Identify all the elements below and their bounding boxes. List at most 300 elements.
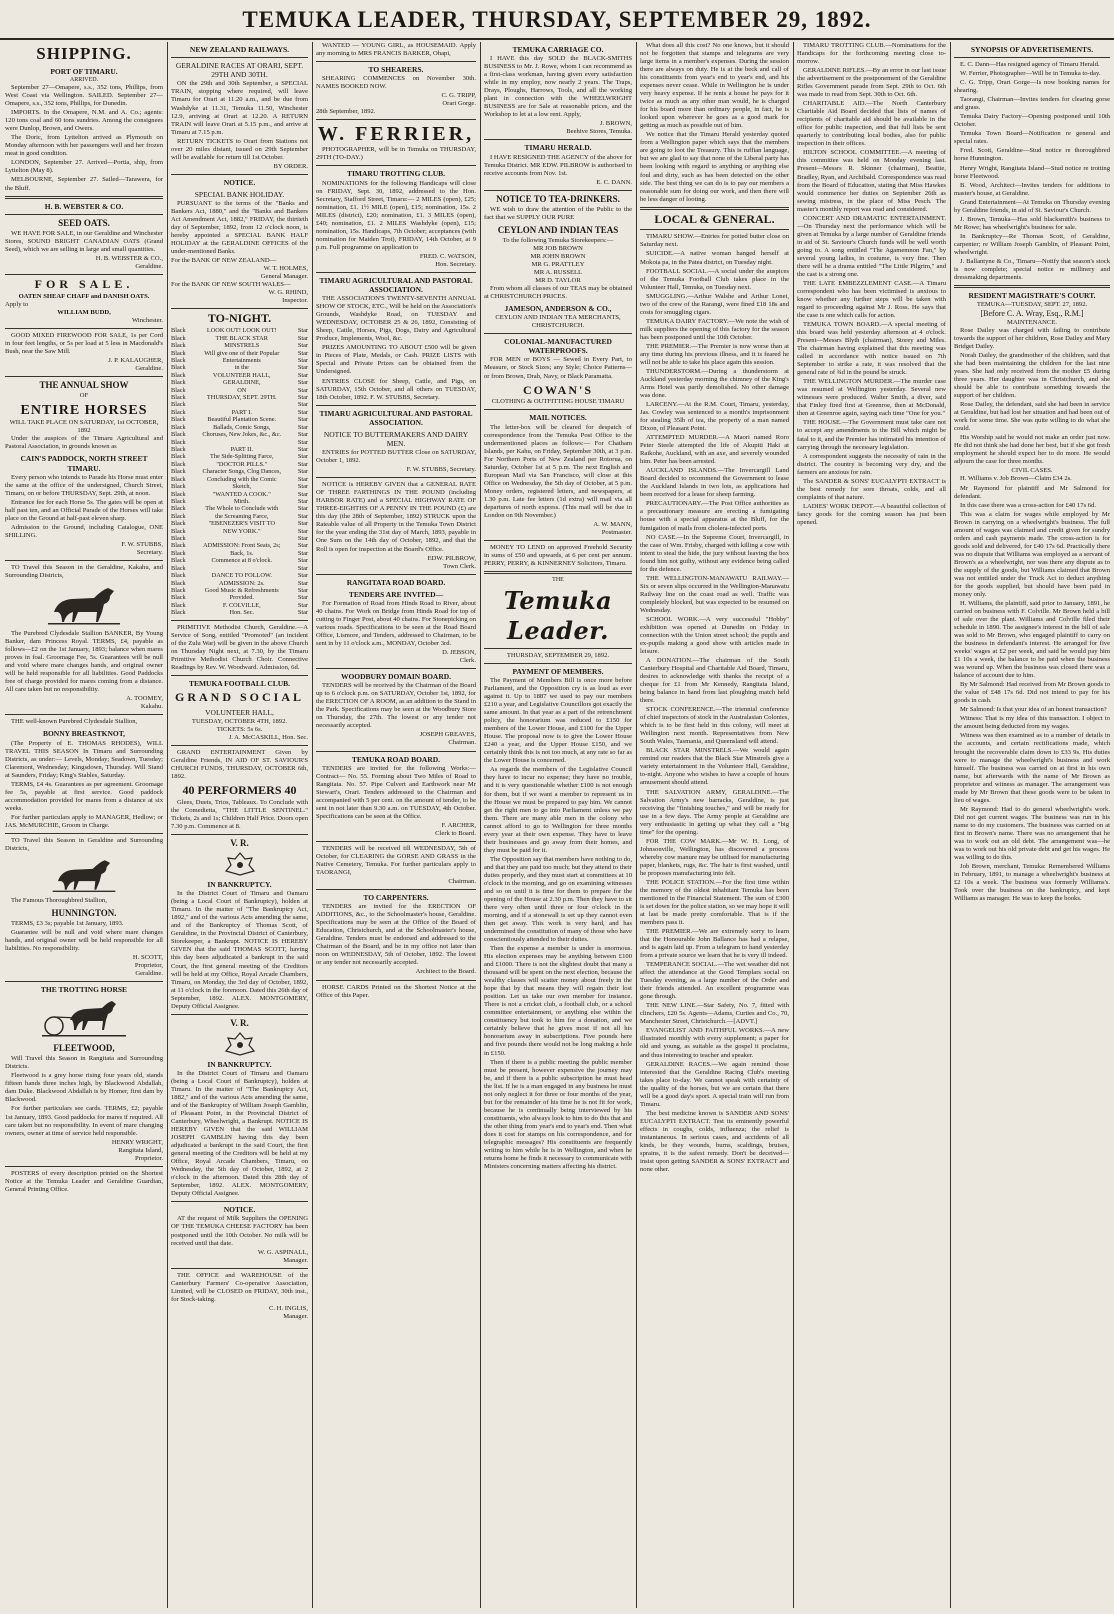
annual-show-para-3: Entrance fee for each Horse 5s. The gates will be open at half past ten, and an Official Parade of the Horses will take place on the Ground at half-past eleven sharp. xyxy=(5,498,163,522)
black-star-line: MINSTRELS xyxy=(224,342,260,350)
star-border-word: Star xyxy=(297,475,308,483)
payment-continued: What does all this cost? No one knows, but it should not be forgotten that stamps and telegrams are very large items in a member's expenses. During the session there are always on duty. He is at the beck and call of his constituents from year's end to year's end, and his expenses never cease. While in Wellington he is under very heavy expense. If he rents a house he pays for it twice as much as any other man would, he is charged for his board more than ordinary people, in fact, he is looked upon wherever he goes as a good mark for getting as much as possible out of him. xyxy=(640,42,789,130)
black-border-word: Black xyxy=(171,535,186,543)
black-star-line: Beautiful Plantation Scene. xyxy=(207,416,277,424)
synopsis-item: B. Wood, Architect—Invites tenders for additions to master's house, at Geraldine. xyxy=(954,181,1110,197)
black-border-word: Black xyxy=(171,497,186,505)
synopsis-item: Henry Wright, Rangitata Island—Stud notice re trotting horse Fleetwood. xyxy=(954,164,1110,180)
vr-heading: V. R. xyxy=(230,838,249,849)
black-star-row xyxy=(171,409,308,416)
local-news-item: THE SALVATION ARMY, GERALDINE.—The Salvation Army's new barracks, Geraldine, is just receiving the "finishing touches," and will be ready for use in a few days. The Army people at Geraldine are very enthusiastic in getting up what they call a "big time" for the opening. xyxy=(640,788,789,836)
firewood-text: GOOD MIXED FIREWOOD FOR SALE, 1s per Cord in four feet lengths, or 5s per load at 5 less in Macdonald's Bush, near the Saw Mill. xyxy=(5,331,163,355)
black-star-line: Mirth. xyxy=(233,497,250,505)
black-border-word: Black xyxy=(171,364,186,372)
black-border-word: Black xyxy=(171,587,186,595)
black-star-row xyxy=(171,513,308,520)
black-star-line: Choruses, New Jokes, &c., &c. xyxy=(202,431,282,439)
colonial-heading: COLONIAL-MANUFACTURED WATERPROOFS. xyxy=(504,337,612,356)
for-sale-apply: Apply to xyxy=(5,300,29,308)
column-3 xyxy=(316,42,476,1608)
black-star-line: The Side-Splitting Farce, xyxy=(210,453,274,461)
carpenters-text: TENDERS are invited for the ERECTION OF ADDITIONS, &c., to the Schoolmaster's house, Geraldine. Specifications may be seen at the Office of the Board of Education, Christchurch, and at the Schoolmaster's house, Geraldine. Tenders must be endorsed and addressed to the Chairman of the Board, and be in my office not later than noon on WEDNESDAY, 5th of October, 1892. The lowest or any tender not necessarily accepted. xyxy=(316,903,476,967)
horse-engraving xyxy=(47,855,121,895)
black-star-row xyxy=(171,565,308,572)
star-border-word: Star xyxy=(297,438,308,446)
star-border-word: Star xyxy=(297,364,308,372)
fleetwood-heading: FLEETWOOD, xyxy=(53,1043,115,1054)
court-paragraph: H. Williams v. Job Brown—Claim £34 2s. xyxy=(960,475,1072,483)
local-news-item: LARCENY.—At the R.M. Court, Timaru, yesterday, Jas. Cowley was sentenced to a month's imprisonment for stealing 35lb of tea, the property of a man named Dixon, of Pleasant Point. xyxy=(640,401,789,433)
column-rule xyxy=(167,42,168,1608)
star-border-word: Star xyxy=(297,490,308,498)
return-tickets-text: RETURN TICKETS to Orari from Stations not over 20 miles distant, issued on 29th September will be available for return till 1st October. xyxy=(171,137,308,161)
black-border-word: Black xyxy=(171,327,186,335)
trotting-club-signature: FRED. C. WATSON, xyxy=(419,252,476,260)
star-border-word: Star xyxy=(297,401,308,409)
synopsis-item: In Bankruptcy—Re Thomas Scott, of Geraldine, carpenter; re William Joseph Gamblin, of Pleasant Point, wheelwright. xyxy=(954,232,1110,256)
black-star-row xyxy=(171,491,308,498)
court-paragraph: Mr Salmond: Is that your idea of an honest transaction? xyxy=(960,706,1107,714)
jameson-heading: JAMESON, ANDERSON & CO., xyxy=(504,303,612,313)
local-news-item: SUICIDE.—A native woman hanged herself at Mokoia pa, in the Patea district, on Tuesday night. xyxy=(640,250,789,266)
black-star-line: Entertainments xyxy=(222,356,261,364)
local-news-item: TIMARU SHOW.—Entries for potted butter close on Saturday next. xyxy=(640,233,789,249)
star-border-word: Star xyxy=(297,535,308,543)
primitive-methodist-text: PRIMITIVE Methodist Church, Geraldine.—A Service of Song, entitled "Promoted" (an incident of the Zulu War) will be given in the above Church on Thursday Night next, at 7.30, by the Timaru Primitive Methodist Church Choir. Connective Readings by Rev. W. Woodward. Admission, 6d. xyxy=(171,623,308,671)
black-star-row xyxy=(171,528,308,535)
rangitata-board-heading: RANGITATA ROAD BOARD. xyxy=(346,577,446,587)
black-star-line: VOLUNTEER HALL, xyxy=(212,371,271,379)
bonny-heading: BONNY BREASTKNOT, xyxy=(42,729,126,739)
forty-performers-heading: 40 PERFORMERS 40 xyxy=(182,783,297,798)
rangitata-text: For Formation of Road from Hinds Road to River, about 40 chains. For Work on Bridge from Hinds Road for top of cutting to Finger Post, about 40 chains. For Stonepicking on various roads. Specifications to be seen at the Road Board Office, Lismore, and Tenders, addressed to Chairman, to be sent in by 11 o'clock a.m., MONDAY, October 3rd. xyxy=(316,599,476,648)
black-star-row xyxy=(171,446,308,453)
black-border-word: Black xyxy=(171,431,186,439)
local-news-item: THE POLICE STATION.—For the first time within the memory of the oldest inhabitant Temuka has been mentioned in the Financial Statement. The sum of £300 is set down for the police station, so we may hope it will at last be made pretty comfortable. That is if the members pass it. xyxy=(640,878,789,927)
black-star-row xyxy=(171,535,308,542)
royal-arms-icon xyxy=(223,851,257,877)
synopsis-item: W. Ferrier, Photographer—Will be in Temuka to-day. xyxy=(960,70,1101,78)
black-star-line: in the xyxy=(234,364,249,372)
black-star-line: NEW YORK." xyxy=(222,527,261,535)
column-7 xyxy=(954,42,1110,1608)
black-star-row xyxy=(171,557,308,564)
star-border-word: Star xyxy=(297,468,308,476)
travel-notice-1: TO Travel this Season in the Geraldine, Kakahu, and Surrounding Districts, xyxy=(5,564,163,580)
annual-show-role: Secretary. xyxy=(136,548,163,556)
synopsis-item: Grand Entertainment—At Temuka on Thursday evening by Geraldine friends, in aid of St. Saviour's Church. xyxy=(954,198,1110,214)
payment-para: Then if there is a public meeting the public member must be present, however expensive the journey may be, and if there is a public subscription he must head the list. If he is a man engaged in any business he must not only neglect it for three or four months of the year, but for the remainder of his time he is not fit for work, because he is continually being interviewed by his constituents, who always look to him to do this that and the other thing from year's end to year's end. Then what does it cost for stamps on his correspondence, and for telegraphic messages? His constituents are frequently writing to him while he is in Wellington, and when he returns home he finds it necessary to communicate with Ministers concerning matters affecting his district. xyxy=(484,1058,632,1170)
black-border-word: Black xyxy=(171,520,186,528)
shearers-text: SHEARING COMMENCES on November 30th. NAMES BOOKED NOW. xyxy=(316,75,476,91)
imports-text: IMPORTS. In the Omapere, N.M. and A. Co.; agents: 120 tons coal and 60 tons sundries. Among the consignees were Dunlop, Brown, and Owers. xyxy=(5,109,163,133)
grand-social-heading: GRAND SOCIAL xyxy=(174,690,304,705)
synopsis-item: Fred. Scott, Geraldine—Stud notice re thoroughbred horse Hunnington. xyxy=(954,147,1110,163)
payment-continued: We notice that the Timaru Herald yesterday quoted from a Wellington paper which says that the members are going to loot the Treasury. This is ruffian language, but we are glad to say that none of the Liberal party has been looking with regard to anything or anything else foul and dirty, such as has been detected on the other side. The best thing we can do is to pay our members a reasonable sum for doing our work, and then there will be less danger of looting. xyxy=(640,131,789,203)
masthead xyxy=(0,0,1114,40)
agricultural-heading: TIMARU AGRICULTURAL AND PASTORAL ASSOCIATION. xyxy=(319,275,473,295)
black-star-line xyxy=(186,439,298,446)
temuka-road-role: Clerk to Board. xyxy=(435,829,476,837)
black-star-line: GERALDINE, xyxy=(222,379,261,387)
temuka-road-text: TENDERS are invited for the following Works:— Contract— No. 55. Forming about Two Miles of Road to Rangitata. No. 57. Pipe Culvert and Earthwork near Mr Stewart's, Orari. Tenders addressed to the Chairman and accompanied with 5 per cent. on the amount of tender, to be sent in not later than 9.30 a.m. on TUESDAY, 4th October. Specifications can be seen at the Office. xyxy=(316,764,476,820)
black-star-row xyxy=(171,461,308,468)
rate-notice-text: NOTICE is HEREBY GIVEN that a GENERAL RATE OF THREE FARTHINGS IN THE POUND (including HARBOR RATE) and a SPECIAL HIGHWAY RATE OF THREE-EIGHTHS OF A PENNY IN THE POUND (£) are this day (the 28th of September, 1892) STRUCK upon the Rateable value of all Property in the Temuka Town District for the year ending the 31st day of March, 1893, payable in One Sum on the 14th day of October, 1892, and that the Roll is open for inspection at the Board's Office. xyxy=(316,481,476,553)
black-star-line: PART II. xyxy=(230,446,253,453)
bank-holiday-heading: SPECIAL BANK HOLIDAY. xyxy=(194,189,285,199)
horse-engraving xyxy=(44,582,124,628)
fleetwood-signature: HENRY WRIGHT, xyxy=(111,1138,163,1146)
synopsis-item: Temuka Dairy Factory—Opening postponed until 10th October. xyxy=(954,113,1110,129)
races-text: ON the 29th and 30th September, a SPECIAL TRAIN, stopping where required, will leave Timaru for Orari at 11.20 a.m., and be due from Washdyke at 11.31, Temuka 11.50, Winchester 12.9, arriving at Orari at 12.20. A RETURN TRAIN will leave Orari at 5.15 p.m., and arrive at Timaru at 7.15 p.m. xyxy=(171,80,308,136)
local-news-item: BLACK STAR MINSTRELS.—We would again remind our readers that the Black Star Minstrels give a variety entertainment in the Volunteer Hall, Geraldine, to-night. Anyone who wishes to have a couple of hours amusement should attend. xyxy=(640,747,789,787)
banker-place: Kakahu. xyxy=(140,703,163,711)
court-paragraph: In this case there was a cross-action for £40 17s 6d. xyxy=(960,501,1097,509)
black-star-row xyxy=(171,350,308,357)
court-paragraph: Witness was then examined as to a number of details in the accounts, and certain rectifications made, which brought the recoverable claim down to £33 9s. His duties were to manage the wheelwright's business and work himself. The business was carried on at first in his own name, but afterwards with the name of Mr Brown as proprietor and witness as manager. The arrangement was made by Mr Brown that these goods were to be taken in lieu of wages. xyxy=(954,732,1110,804)
maintenance-text xyxy=(954,327,1110,467)
black-star-line: Commence at 8 o'clock. xyxy=(211,557,273,565)
local-news-item: ATTEMPTED MURDER.—A Maori named Roro Peter Steele attempted the life of Akupiti Haki at Raikohe, Auckland, with an axe, and severely wounded him. Peter has been arrested. xyxy=(640,434,789,466)
synopsis-heading: SYNOPSIS OF ADVERTISEMENTS. xyxy=(970,45,1094,54)
notice-2-heading: NOTICE. xyxy=(223,1205,256,1215)
star-border-word: Star xyxy=(297,497,308,505)
trotting-club-heading: TIMARU TROTTING CLUB. xyxy=(346,169,445,179)
black-border-word: Black xyxy=(171,379,186,387)
black-border-word: Black xyxy=(171,423,186,431)
local-news-item: A correspondent suggests the necessity of rain in the district. The country is becoming very dry, and the farmers are anxious for rain. xyxy=(797,452,946,476)
carriage-heading: TEMUKA CARRIAGE CO. xyxy=(512,45,604,54)
leader-date: THURSDAY, SEPTEMBER 29, 1892. xyxy=(506,651,610,659)
temuka-road-heading: TEMUKA ROAD BOARD. xyxy=(351,754,441,764)
hunnington-signature: H. SCOTT, xyxy=(132,954,163,962)
black-border-word: Black xyxy=(171,579,186,587)
black-star-row xyxy=(171,580,308,587)
black-star-line: Good Music & Refreshments xyxy=(204,587,279,595)
bank-holiday-text: PURSUANT to the terms of the "Banks and Bankers Act, 1880," and the "Banks and Bankers Act Amendment Act, 1882," FRIDAY, the thirtieth day of September, 1892, from 12 o'clock noon, is hereby appointed a SPECIAL BANK HALF HOLIDAY at the GERALDINE OFFICES of the under-mentioned Banks. xyxy=(171,200,308,256)
black-star-line: "EBENEZER'S VISIT TO xyxy=(208,520,276,528)
hunnington-terms: TERMS, £3 3s; payable 1st January, 1893. xyxy=(11,919,124,927)
rangitata-role: Clerk. xyxy=(459,657,476,665)
local-news-item: THE PREMIER.—We are extremely sorry to learn that the Honourable John Ballance has had a relapse, and is again laid up. From a telegram to hand yesterday from a private source we learn that he is very ill indeed. xyxy=(640,928,789,960)
black-star-row xyxy=(171,342,308,349)
bankruptcy-2-heading: IN BANKRUPTCY. xyxy=(207,1059,272,1069)
black-border-word: Black xyxy=(171,549,186,557)
maintenance-heading: MAINTENANCE. xyxy=(1007,318,1057,326)
local-news-item: TIMARU TROTTING CLUB.—Nominations for the Handicaps for the forthcoming meeting close to-morrow. xyxy=(797,42,946,66)
synopsis-item: J. Brown, Temuka—Has sold blacksmith's business to Mr Rowe; has wheelwright's business for sale. xyxy=(954,215,1110,231)
mail-role: Postmaster. xyxy=(601,528,632,536)
local-news-item: GERALDINE RACES.—We again remind those interested that the Geraldine Racing Club's meeting takes place to-day. We cannot speak with certainty of the quality of the horses, but we are certain that there will be a good day's sport. A special train will run from Timaru. xyxy=(640,1060,789,1108)
milk-suppliers-text: AT the request of Milk Suppliers the OPENING OF THE TEMUKA CHEESE FACTORY has been postponed until the 10th October. No milk will be received until that date. xyxy=(171,1215,308,1247)
star-border-word: Star xyxy=(297,446,308,453)
for-sale-place: Winchester. xyxy=(131,316,163,324)
shearers-heading: TO SHEARERS. xyxy=(368,65,424,75)
butter-heading: NOTICE TO BUTTERMAKERS AND DAIRY MEN. xyxy=(323,429,469,449)
black-border-word: Black xyxy=(171,483,186,491)
arrivals-text: September 27—Omapere, s.s., 352 tons, Phillips, from West Coast via Wellington. SAILED. September 27—Omapere, s.s., 352 tons, Phillips, for Dunedin. xyxy=(5,84,163,108)
gorse-text: TENDERS will be received till WEDNESDAY, 5th of October, for CLEARING the GORSE AND GRASS in the Native Cemetery, Temuka. For further particulars apply to TAORANGI, xyxy=(316,844,476,877)
shipping-heading: SHIPPING. xyxy=(36,44,132,63)
carriage-place: Beehive Stores, Temuka. xyxy=(566,128,632,136)
black-border-word: Black xyxy=(171,475,186,483)
horse-cards-text: HORSE CARDS Printed on the Shortest Notice at the Office of this Paper. xyxy=(316,983,476,999)
shearers-date: 28th September, 1892. xyxy=(316,108,376,116)
black-star-advert xyxy=(171,327,308,616)
black-star-row xyxy=(171,327,308,334)
local-news-item: THE LATE EMBEZZLEMENT CASE.—A Timaru correspondent who has been victimised is anxious to know whether any further steps will be taken with regard to proceeding against Mr J. Ross. He says that the case is one which calls for action. xyxy=(797,279,946,320)
civil-cases-text xyxy=(954,475,1110,903)
local-news-item: SCHOOL WORK.—A very successful "Hobby" exhibition was opened at Dunedin on Friday in connection with the Union street school; the pupils and ex-pupils making a good show with articles made in leisure. xyxy=(640,615,789,655)
local-news-item: THUNDERSTORM.—During a thunderstorm at Auckland yesterday morning the chimney of the King's Arms Hotel was partly demolished. No other damage was done. xyxy=(640,367,789,400)
races-signature: BY ORDER. xyxy=(273,162,308,170)
black-border-word: Black xyxy=(171,557,186,565)
black-star-line xyxy=(186,535,298,542)
payment-para: As regards the members of the Legislative Council they have to incur no expense; they have no trouble, and it is very questionable whether £100 is not enough for them, but if we want a member to represent us in the House we must be prepared to pay him. We cannot get the right men to go into Parliament unless we pay them. There are many able men in the colony who cannot afford to go to Wellington for three months every year at their own expense. They have to leave their businesses and go away from their homes, and they must be paid for it. xyxy=(484,766,632,854)
hunnington-heading: HUNNINGTON. xyxy=(51,907,117,918)
banker-signature: A. TOOMEY, xyxy=(126,695,163,703)
local-news-item: The best medicine known is SANDER AND SONS' EUCALYPTI EXTRACT. Test its eminently powerful effects in coughs, colds, influenza; the relief is instantaneous. In serious cases, and accidents of all kinds, be they wounds, burns, scaldings, bruises, sprains, it is the safest remedy. Don't be deceived—insist upon getting SANDER & SONS' EXTRACT and none other. xyxy=(640,1109,789,1173)
court-paragraph: His Worship said he would not make an order just now. He did not think she had done her best, but if she got fresh employment he should expect her to do more. He would adjourn the case for three months. xyxy=(954,434,1110,466)
black-star-row xyxy=(171,335,308,342)
court-paragraph: This was a claim for wages while employed by Mr Brown in carrying on a wheelwright's business. The full amount of wages was claimed and credit given for sundry orders and cash payments made. The cross-action is for goods sold and delivered, for £40 17s 6d. Practically there was no dispute that Williams was employed as a servant of Brown's as a wheelwright, nor was there any dispute as to the supply of the goods, but Williams claimed that Brown was not entitled under the Truck Act to deduct anything for the goods supplied, but should have been paid in money only. xyxy=(954,510,1110,598)
bank-nsw-signature: W. G. RHIND, xyxy=(268,289,308,297)
trotting-club-text: NOMINATIONS for the following Handicaps will close on FRIDAY, Sept. 30, 1892, addressed to the Hon. Secretary, Stafford Street, Timaru:— 2 MILES (open), £25; nomination, £1. 1½ MILE (open), £15; nomination, 15s. 2 MILES (district), £20; nomination, £1. 3 MILES (open), £40; nomination, £1. 2 MILES Washdyke (open), £15; nomination, 15s. Handicaps, 7th October; acceptances (with nomination for Maiden Trot), FRIDAY, 14th October, at 9 p.m. Full programme on application to xyxy=(316,179,476,251)
star-border-word: Star xyxy=(297,327,308,335)
black-border-word: Black xyxy=(171,408,186,416)
vr-heading-2: V. R. xyxy=(230,1017,249,1028)
black-star-row xyxy=(171,505,308,512)
local-news-item: THE HOUSE.—The Government must take care not to accept any amendments to the Bill which might be fatal to it, and the Premier has intimated his intention of carrying through the necessary legislation. xyxy=(797,419,946,451)
black-border-word: Black xyxy=(171,601,186,609)
mail-signature: A. W. MANN, xyxy=(593,520,632,528)
black-star-row xyxy=(171,416,308,423)
leader-title: Temuka Leader. xyxy=(503,586,613,645)
annual-show-text: Under the auspices of the Timaru Agricultural and Pastoral Association, in grounds known as xyxy=(5,435,163,451)
bank-nsw-role: Inspector. xyxy=(282,297,308,305)
star-border-word: Star xyxy=(297,557,308,565)
local-news-item: SMUGGLING.—Arthur Walshe and Arthur Lonei, two of the crew of the Rarangi, were fined £18 18s and costs for smuggling cigars. xyxy=(640,292,789,316)
for-sale-signature: WILLIAM BUDD, xyxy=(57,308,111,316)
agricultural-text: THE ASSOCIATION'S TWENTY-SEVENTH ANNUAL SHOW OF STOCK, ETC., Will be held on the Association's Grounds, Washdyke Road, on TUESDAY and WEDNESDAY, OCTOBER 25 & 26, 1892, Consisting of Sheep, Cattle, Horses, Pigs, Dogs, Dairy and Agricultural Produce, Implements, Wool, &c. xyxy=(316,295,476,343)
black-border-word: Black xyxy=(171,438,186,446)
black-star-row xyxy=(171,520,308,527)
doric-text: The Doric, from Lyttelton arrived as Plymouth on Monday afternoon with her passengers well and her frozen meat in good condition. xyxy=(5,134,163,158)
seed-oats-signature: H. B. WEBSTER & CO., xyxy=(95,254,163,262)
for-sale-text: OATEN SHEAF CHAFF and DANISH OATS. xyxy=(18,292,150,300)
social-signature: J. A. McCASKILL, Hon. Sec. xyxy=(228,734,308,742)
star-border-word: Star xyxy=(297,520,308,528)
rm-court-before: [Before C. A. Wray, Esq., R.M.] xyxy=(980,309,1084,319)
the-label: THE xyxy=(552,577,564,584)
local-news-item: STOCK CONFERENCE.—The triennial conference of chief inspectors of stock in the Australasian Colonies, which is to be first held in this colony, will meet at Wellington next month. Representatives from New South Wales, Tasmania, and Queensland will attend. xyxy=(640,706,789,746)
star-border-word: Star xyxy=(297,512,308,520)
star-border-word: Star xyxy=(297,379,308,387)
payment-para: The Payment of Members Bill is once more before Parliament, and the Opposition cry is as loud as ever against it. Up to 1887 we used to pay our members £210 a year, and Legislative Councillors got exactly the same amount. In that year as a part of the retrenchment policy, the honorarium was reduced to £150 for members of the Lower House, and £100 for the Upper House. The proposal now is to give the Lower House £240 a year, and the Upper House £150, and we certainly think this is not too much, at any rate so far as the Lower House is concerned. xyxy=(484,677,632,765)
sulky-engraving xyxy=(40,996,128,1040)
office-signature: C. H. INGLIS, xyxy=(268,1304,308,1312)
column-rule xyxy=(793,42,794,1608)
column-rule xyxy=(480,42,481,1608)
local-news-item: TEMUKA DAIRY FACTORY.—We note the wish of milk suppliers the opening of this factory for the season has been postponed until the 10th October. xyxy=(640,317,789,341)
black-star-line: Hon. Sec. xyxy=(229,609,255,617)
royal-arms-icon xyxy=(223,1031,257,1057)
court-paragraph: Rose Dailey was charged with failing to contribute towards the support of her children, Rose Dailey and Mary Bridget Dailey. xyxy=(954,326,1110,350)
milk-signature: W. G. ASPINALL, xyxy=(257,1248,308,1256)
black-star-line: "WANTED A COOK." xyxy=(212,490,271,498)
black-border-word: Black xyxy=(171,349,186,357)
woodbury-heading: WOODBURY DOMAIN BOARD. xyxy=(340,672,452,682)
black-star-row xyxy=(171,594,308,601)
black-star-line: THURSDAY, SEPT. 29TH. xyxy=(206,394,277,402)
payment-heading: PAYMENT OF MEMBERS. xyxy=(512,666,604,676)
star-border-word: Star xyxy=(297,542,308,550)
melbourne-text: MELBOURNE, September 27. Sailed—Tarawera, for the Bluff. xyxy=(5,176,163,192)
court-paragraph: Job Brown, merchant, Temuka: Remembered Williams in February, 1891, to manage a wheelwright's business at £2 10s a week. The business was formerly Williams's. Took over the business on the bankruptcy, and kept Williams as manager. He was to keep the books. xyxy=(954,862,1110,903)
hunnington-role: Proprietor, xyxy=(134,962,163,970)
local-news-item: NO CASE.—In the Supreme Court, Invercargill, in the case of Wm. Frisby, charged with killing a cow with intent to steal the hide, the jury without leaving the box found him not guilty, without any evidence being called for the defence. xyxy=(640,533,789,573)
local-news-item: The SANDER & SONS' EUCALYPTI EXTRACT is the best remedy for sore throats, colds, and all complaints of that nature. xyxy=(797,477,946,501)
column-6 xyxy=(797,42,946,1608)
court-paragraph: Rose Dailey, the defendant, said she had been in service at Geraldine, but had lost her situation and had been out of work for some time. She was quite willing to do what she could. xyxy=(954,401,1110,433)
black-star-row xyxy=(171,476,308,483)
fleetwood-role: Proprietor. xyxy=(134,1154,163,1162)
star-border-word: Star xyxy=(297,394,308,402)
rm-court-date: TEMUKA—TUESDAY, SEPT. 27, 1892. xyxy=(976,301,1088,309)
black-border-word: Black xyxy=(171,490,186,498)
star-border-word: Star xyxy=(297,609,308,617)
black-star-line: PART I. xyxy=(231,408,252,416)
star-border-word: Star xyxy=(297,431,308,439)
annual-show-signature: F. W. STUBBS, xyxy=(121,540,163,548)
black-star-row xyxy=(171,357,308,364)
local-news-item: PRECAUTIONARY.—The Post Office authorities as a precautionary measure are erecting a fumigating house with a special apparatus at the Bluff, for the fumigation of mails from cholera-infected ports. xyxy=(640,500,789,532)
local-news-item: TEMPERANCE SOCIAL.—The wet weather did not affect the attendance at the Good Templars social on Tuesday evening, as a large number of the Order and their friends attended. An excellent programme was gone through. xyxy=(640,961,789,1001)
carriage-signature: J. BROWN, xyxy=(599,120,632,128)
black-star-row xyxy=(171,468,308,475)
fleetwood-para-2: Fleetwood is a grey horse rising four years old, stands fifteen hands three inches high, by Blackwood Abdallah, dam Duke. Blackwood Abdallah is by Homer, first dam by Blackwood. xyxy=(5,1072,163,1104)
civil-cases-heading: CIVIL CASES. xyxy=(1011,467,1053,475)
seed-oats-place: Geraldine. xyxy=(135,262,163,270)
temuka-road-signature: F. ARCHER, xyxy=(441,821,476,829)
payment-para: The Opposition say that members have nothing to do, and that they are paid too much; but they attend to their duties properly, and they must start at committees at 10 o'clock in the morning, and go on examining witnesses and so on until it is time for them to prepare for the opening of the House at 2.30 p.m. Then they have to sit there very often until three or four o'clock in the morning, and if a stonewall is set up they cannot even then get away. This work is very hard, and has undermined the constitution of many of those who have conscientiously attended to their duties. xyxy=(484,855,632,944)
tea-big-heading: CEYLON AND INDIAN TEAS xyxy=(497,224,619,235)
black-star-line: F. COLVILLE, xyxy=(222,601,261,609)
local-news-item: THE WELLINGTON MURDER.—The murder case was resumed at Wellington yesterday. Several new witnesses were produced. Walter Smith, a diver, said that Finley fired first at Greenroe, then at McDonald, then at Greenroe again, saying each time "One for you." xyxy=(797,378,946,418)
local-news-item: GERALDINE RIFLES.—By an error in our last issue the advertisement re the postponement of the Geraldine Rifles Government parade from Sept. 29th to Oct. 6th was made to read from Sept. 30th to Oct. 6th. xyxy=(797,67,946,99)
black-star-line: Ballads, Comic Songs, xyxy=(213,423,271,431)
synopsis-list xyxy=(954,61,1110,282)
black-star-line: LOOK OUT! LOOK OUT! xyxy=(206,327,277,335)
volunteer-hall-heading: VOLUNTEER HALL, xyxy=(205,707,274,717)
black-star-row xyxy=(171,550,308,557)
woodbury-role: Chairman. xyxy=(448,739,476,747)
rm-court-heading: RESIDENT MAGISTRATE'S COURT. xyxy=(968,290,1096,300)
fleetwood-place: Rangitata Island, xyxy=(118,1146,163,1154)
black-star-row xyxy=(171,431,308,438)
local-news-list xyxy=(640,233,789,1174)
black-star-row xyxy=(171,394,308,401)
social-tickets: TICKETS: 5s 6s. xyxy=(216,726,263,733)
local-news-item: AUCKLAND ISLANDS.—The Invercargill Land Board decided to recommend the Government to lease the Auckland Islands in two lots, as applications had been received for a lease for sheep farming. xyxy=(640,467,789,499)
firewood-signature: J. P. KALAUGHER, xyxy=(108,356,163,364)
notice-heading: NOTICE. xyxy=(223,177,256,187)
mail-text: The letter-box will be cleared for despatch of correspondence from the Temuka Post Office to the undermentioned places as follows:— For Chatham Islands, per Kahu, on Friday, September 30th, at 3 p.m. For Northern Ports of New Zealand per Rotorua, on Saturday, October 1st at 5 p.m. The next English and European Mail via San Francisco, will close at this Office on Wednesday, the 5th day of October, at 5 p.m. Money orders, registered letters, and newspapers, at 1.30 p.m. Late fee letters (1d extra) will mail via all departures of north express. (This mail will be due in London on 9th November.) xyxy=(484,423,632,519)
football-club-heading: TEMUKA FOOTBALL CLUB. xyxy=(188,678,291,688)
london-text: LONDON, September 27. Arrived—Portia, ship, from Lyttelton (May 8). xyxy=(5,159,163,175)
bonny-apply: For further particulars apply to MANAGER, Hedlow; or JAS. McMURCHIE, Groom in Charge. xyxy=(5,813,163,829)
local-general-heading: LOCAL & GENERAL. xyxy=(654,211,775,226)
ferrier-text: PHOTOGRAPHER, will be in Temuka on THURSDAY, 29TH (TO-DAY.) xyxy=(316,146,476,162)
black-star-line: ADMISSION: 2s. xyxy=(219,579,265,587)
fleetwood-para-1: Will Travel this Season in Rangitata and Surrounding Districts. xyxy=(5,1055,163,1071)
black-star-line: ON xyxy=(237,386,247,394)
star-border-word: Star xyxy=(297,601,308,609)
tea-heading: NOTICE TO TEA-DRINKERS. xyxy=(496,193,620,204)
webster-heading: H. B. WEBSTER & CO. xyxy=(44,201,124,211)
local-news-item: FOOTBALL SOCIAL.—A social under the auspices of the Temuka Football Club takes place in the Volunteer Hall, Temuka, on Tuesday next. xyxy=(640,267,789,291)
carpenters-heading: TO CARPENTERS. xyxy=(363,893,429,903)
black-star-row xyxy=(171,379,308,386)
shearers-place: Orari Gorge. xyxy=(442,100,476,108)
annual-show-para-2: Every person who intends to Parade his Horse must enter the same at the office of the undersigned, Church Street, Timaru, on or before THURSDAY, Sept. 29th, at noon. xyxy=(5,473,163,497)
annual-show-date: WILL TAKE PLACE ON SATURDAY, 1st OCTOBER, 1892 xyxy=(9,419,159,435)
court-paragraph: Mr Raymond for plaintiff and Mr Salmond for defendant. xyxy=(954,484,1110,500)
grand-entertainment-text: GRAND ENTERTAINMENT Given by Geraldine Friends, IN AID OF ST. SAVIOUR'S CHURCH FUNDS, THURSDAY, OCTOBER 6th, 1892. xyxy=(171,749,308,781)
herald-heading: TIMARU HERALD. xyxy=(524,143,592,153)
column-4 xyxy=(484,42,632,1608)
firewood-place: Geraldine. xyxy=(135,364,163,372)
tea-name: MR G. PRATTLEY xyxy=(531,260,585,268)
bankruptcy-1-text: In the District Court of Timaru and Oamaru (being a Local Court of Bankruptcy), holden at Timaru. In the matter of "The Bankruptcy Act, 1892," and of the various Acts amending the same, and of the Bankruptcy of Thomas Scott, of Geraldine, in the Provincial District of Canterbury, Storekeeper, a Bankrupt. NOTICE IS HEREBY GIVEN that the said THOMAS SCOTT, having this day been adjudicated a bankrupt in the said Court, the first general meeting of the Creditors will be held at my Office, Royal Arcade Chambers, Timaru, on Monday, the 3rd day of October, 1892, at 11 o'clock in the forenoon. Dated this 26th day of September, 1892. ALEX. MONTGOMERY, Deputy Official Assignee. xyxy=(171,890,308,1010)
black-star-row xyxy=(171,401,308,408)
black-border-word: Black xyxy=(171,386,186,394)
black-star-row xyxy=(171,587,308,594)
column-rule xyxy=(312,42,313,1608)
local-news-item: THE WELLINGTON-MANAWATU RAILWAY.—Six or seven slips occurred in the Wellington-Manawatu Railway line on the coast road as well. Traffic was completely blocked, but was expected to be resumed on Wednesday. xyxy=(640,574,789,614)
black-border-word: Black xyxy=(171,572,186,580)
entries-text: ENTRIES CLOSE for Sheep, Cattle, and Pigs, on SATURDAY, 15th October, and all others on TUESDAY, 18th October, 1892. F. W. STUBBS, Secretary. xyxy=(316,377,476,401)
local-news-item: EVANGELIST AND FAITHFUL WORKS.—A new illustrated monthly with every supplement; a paper for old and young, as suitable as the gospel it proclaims, and thus interesting to teacher and speaker. xyxy=(640,1027,789,1059)
star-border-word: Star xyxy=(297,572,308,580)
hunnington-place: Geraldine. xyxy=(135,970,163,978)
fleetwood-para-3: For further particulars see cards. TERMS, £2; payable 1st January, 1893. Good paddocks for mares if required. All care taken but no responsibility. In event of mare changing owners, owner at time of service held responsible. xyxy=(5,1105,163,1137)
bonny-terms: TERMS, £4 4s. Guarantees as per agreement. Groomage fee 5s, payable at first service. Good paddock accommodation provided for mares from a distance at six weeks. xyxy=(5,780,163,812)
office-warehouse-text: THE OFFICE and WAREHOUSE of the Canterbury Farmers' Co-operative Association, Limited, will be CLOSED on FRIDAY, 30th inst., for Stock-taking. xyxy=(171,1271,308,1303)
black-star-row xyxy=(171,364,308,371)
tea-text-3: From whom all classes of our TEAS may be obtained at CHRISTCHURCH PRICES. xyxy=(484,284,632,300)
black-border-word: Black xyxy=(171,356,186,364)
black-star-line: DANCE TO FOLLOW. xyxy=(211,572,272,580)
court-paragraph: H. Williams, the plaintiff, said prior to January, 1891, he carried on business with F. Colville. Mr Brown held a bill of sale over the plant. Williams and Colville filed their schedule in 1890. The assignee's interest in the bill of sale was sold to Mr Brown, who engaged plaintiff to carry on the business in defendant's interest. He arranged for five weeks' wages at £2 per week, and said he would pay him £1 10s a week, the balance to be paid when the business was wound up. When the business was closed there was a balance of account due to him. xyxy=(954,599,1110,680)
star-border-word: Star xyxy=(297,334,308,342)
seed-oats-text: WE HAVE FOR SALE, in our Geraldine and Winchester Stores, SOUND BRIGHT CANADIAN OATS (Grand Seed), which we are selling in large and small quantities. xyxy=(5,229,163,253)
bank-nz-signature: W. T. HOLMES, xyxy=(263,265,308,273)
column-rule xyxy=(950,42,951,1608)
synopsis-item: J. Ballantyne & Co., Timaru—Notify that season's stock is now complete; special notice re millinery and dressmaking departments. xyxy=(954,257,1110,281)
rate-signature: EDW. PILBROW, xyxy=(427,554,476,562)
black-star-row xyxy=(171,572,308,579)
star-border-word: Star xyxy=(297,408,308,416)
payment-para: Then the expense a member is under is enormous. His election expenses may be anything between £100 and £1000. There is not the slightest doubt that many a thousand will be spent on the next election, because the wealthy classes will scatter money about freely in the hope that by that means they will regain their lost position. Let us take our own member for instance. There is not a cricket club, a football club, or a school committee entertainment, or anything else within the constituency but took to him for a donation, and we certainly believe that he gives most if not all his honorarium away in subscriptions. Five pounds here and five pounds there would not be long making a hole in £150. xyxy=(484,945,632,1057)
entire-horses-heading: ENTIRE HORSES xyxy=(20,402,148,418)
annual-show-heading: THE ANNUAL SHOW xyxy=(39,379,129,390)
black-star-line: the Screaming Farce, xyxy=(215,512,269,520)
local-news-item: THE NEW LINE.—Star Safety, No. 7, fitted with clinchers, £20 5s. Agents—Adams, Curties and Co., 70, Manchester Street, Christchurch.—[ADVT.] xyxy=(640,1002,789,1026)
woodbury-text: TENDERS will be received by the Chairman of the Board up to 6 o'clock p.m. on SATURDAY, October 1st, 1892, for the ERECTION OF A ROOM, as an addition to the Stand in the Park. Specifications may be seen at the Woodbury Store on Thursday, the 27th. The lowest or any tender not necessarily accepted. xyxy=(316,682,476,730)
black-border-word: Black xyxy=(171,594,186,602)
black-star-line xyxy=(186,565,298,572)
